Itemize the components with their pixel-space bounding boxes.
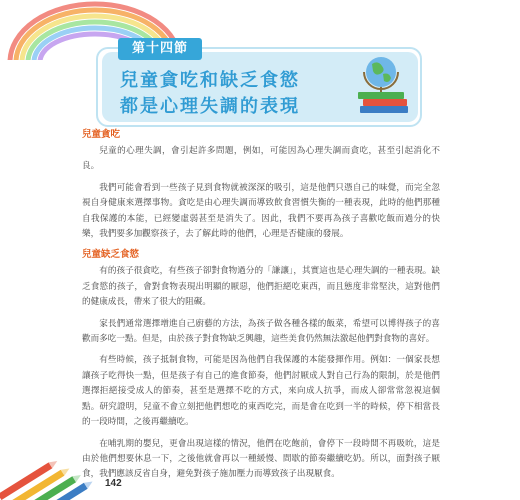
section-greedy-eating <box>82 128 440 242</box>
page-number: 142 <box>105 478 122 489</box>
section-tag: 第十四節 <box>118 38 202 60</box>
chapter-title-line-2: 都是心理失調的表現 <box>120 96 300 117</box>
paragraph: 在哺乳期的嬰兒，更會出現這樣的情況，他們在吃飽前，會停下一段時間不再吸吮，這是由於他們想要休息一下，之後他就會再以一種緩慢、間歇的節奏繼續吃奶。所以，面對孩子厭食，我們應該反省自身，避免對孩子施加壓力而導致孩子出現厭食。 <box>82 438 440 480</box>
crayons-decoration <box>0 452 110 500</box>
article-body <box>82 128 440 489</box>
paragraph: 兒童的心理失調，會引起許多問題，例如，可能因為心理失調而貪吃，甚至引起消化不良。 <box>82 146 440 172</box>
subhead-greedy-eating: 兒童貪吃 <box>82 129 121 140</box>
globe-books-illustration <box>350 52 420 122</box>
subhead-lack-of-appetite: 兒童缺乏食慾 <box>82 249 140 261</box>
section-lack-of-appetite <box>82 248 440 482</box>
chapter-title-line-1: 兒童貪吃和缺乏食慾 <box>120 70 300 91</box>
paragraph: 我們可能會看到一些孩子見到食物就被深深的吸引，這是他們只憑自己的味覺，而完全忽視自身健康來選擇事物。貪吃是由心理失調而導致飲食習慣失衡的一種表現，此時的他們那種自我保護的本能，已經變虛弱甚至是消失了。因此，我們不要再為孩子喜歡吃飯而過分的快樂，我們要多加觀察孩子，去了解此時的他們，心理是否健康的發展。 <box>82 182 440 240</box>
paragraph: 有的孩子很貪吃，有些孩子卻對食物過分的「謙讓」，其實這也是心理失調的一種表現。缺乏食慾的孩子，會對食物表現出明顯的厭惡，他們拒絕吃東西，而且態度非常堅決，這對他們的健康成長，帶來了很大的阻礙。 <box>82 266 440 308</box>
paragraph: 家長們通常選擇增進自己廚藝的方法，為孩子做各種各樣的飯菜，希望可以博得孩子的喜歡而多吃一點。但是，由於孩子對食物缺乏興趣，這些美食仍然無法激起他們對食物的喜好。 <box>82 318 440 345</box>
paragraph: 有些時候，孩子抵制食物，可能是因為他們自我保護的本能發揮作用。例如：一個家長想讓孩子吃得快一點，但是孩子有自己的進食節奏，他們討厭成人對自己行為的限制，於是他們選擇拒絕接受成人的節奏，甚至是選擇不吃的方式，來向成人抗爭，而成人卻常常忽視這個點。研究證明，兒童不會立刻把他們想吃的東西吃完，而是會在吃到一半的時候，停下相當長的一段時間，之後再繼續吃。 <box>82 355 440 428</box>
